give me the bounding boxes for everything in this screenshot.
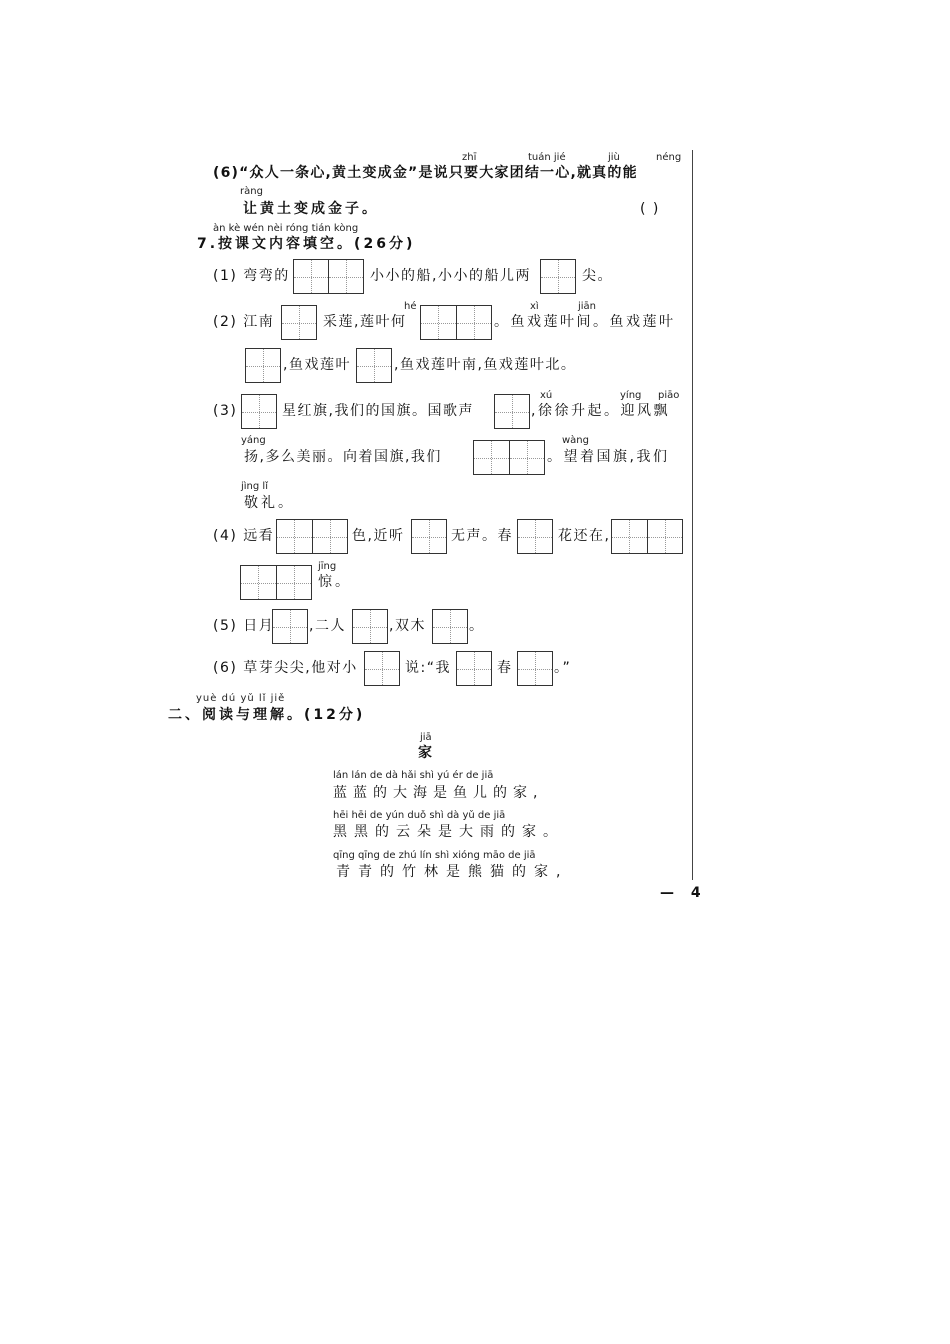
pinyin: xú	[540, 390, 553, 401]
text: ,双木	[389, 618, 426, 634]
answer-box[interactable]	[241, 394, 277, 429]
text: 花还在,	[558, 528, 611, 544]
pinyin: jīng	[318, 561, 337, 572]
pinyin: hé	[404, 301, 417, 312]
answer-box[interactable]	[352, 609, 388, 644]
answer-box[interactable]	[245, 348, 281, 383]
answer-box[interactable]	[272, 609, 308, 644]
answer-box[interactable]	[456, 651, 492, 686]
text: 。鱼戏莲叶间。鱼戏莲叶	[494, 314, 676, 330]
poem-line: 黑黑的云朵是大雨的家。	[333, 824, 564, 840]
q7-title: 7.按课文内容填空。(26分)	[197, 236, 416, 252]
text: 星红旗,我们的国旗。国歌声	[282, 403, 474, 419]
page-number: — 4	[660, 885, 707, 901]
answer-box[interactable]	[420, 305, 492, 340]
pinyin: néng	[656, 152, 682, 163]
text: ,鱼戏莲叶	[283, 357, 351, 373]
pinyin: zhī	[462, 152, 477, 163]
text: ,鱼戏莲叶南,鱼戏莲叶北。	[394, 357, 577, 373]
answer-box[interactable]	[432, 609, 468, 644]
answer-box[interactable]	[240, 565, 312, 600]
answer-box[interactable]	[293, 259, 364, 294]
pinyin: xì	[530, 301, 539, 312]
answer-box[interactable]	[611, 519, 683, 554]
poem-line: 青青的竹林是熊猫的家,	[336, 864, 569, 880]
section-title: 二、阅读与理解。(12分)	[168, 707, 366, 723]
text: 色,近听	[352, 528, 405, 544]
text: ,徐徐升起。迎风飘	[531, 403, 670, 419]
pinyin: àn kè wén nèi róng tián kòng	[213, 223, 359, 234]
pinyin: yáng	[241, 435, 266, 446]
text: (1) 弯弯的	[213, 268, 290, 284]
poem-title: 家	[418, 745, 434, 761]
text: 敬礼。	[244, 495, 295, 511]
pinyin: piāo	[658, 390, 680, 401]
text: 尖。	[582, 268, 613, 284]
text: ,二人	[309, 618, 346, 634]
pinyin: qīng qīng de zhú lín shì xióng māo de jiā	[333, 850, 536, 861]
answer-box[interactable]	[276, 519, 348, 554]
text: (3)	[213, 403, 238, 419]
pinyin: jiā	[420, 732, 432, 743]
pinyin: yuè dú yǔ lǐ jiě	[196, 693, 286, 704]
q6-line1: (6)“众人一条心,黄土变成金”是说只要大家团结一心,就真的能	[213, 165, 638, 181]
answer-box[interactable]	[473, 440, 545, 475]
text: 春	[497, 660, 513, 676]
text: 。望着国旗,我们	[547, 449, 670, 465]
text: (4) 远看	[213, 528, 275, 544]
answer-box[interactable]	[364, 651, 400, 686]
text: 扬,多么美丽。向着国旗,我们	[244, 449, 442, 465]
text: 惊。	[318, 574, 352, 590]
text: 说:“我	[405, 660, 451, 676]
text: (5) 日月	[213, 618, 275, 634]
text: 。	[469, 618, 485, 634]
pinyin: jìng lǐ	[241, 481, 268, 492]
answer-box[interactable]	[281, 305, 317, 340]
answer-box[interactable]	[494, 394, 530, 429]
pinyin: jiù	[608, 152, 620, 163]
answer-box[interactable]	[517, 519, 553, 554]
answer-box[interactable]	[356, 348, 392, 383]
text: 。”	[554, 660, 572, 676]
answer-paren[interactable]: ( )	[640, 201, 660, 217]
answer-box[interactable]	[411, 519, 447, 554]
margin-line	[692, 150, 693, 880]
q6-line2: 让黄土变成金子。	[243, 201, 379, 217]
pinyin: yíng	[620, 390, 642, 401]
answer-box[interactable]	[517, 651, 553, 686]
poem-line: 蓝蓝的大海是鱼儿的家,	[333, 785, 544, 801]
pinyin: ràng	[240, 186, 263, 197]
pinyin: hēi hēi de yún duǒ shì dà yǔ de jiā	[333, 810, 506, 821]
pinyin: jiān	[578, 301, 597, 312]
answer-box[interactable]	[540, 259, 576, 294]
text: (2) 江南	[213, 314, 275, 330]
pinyin: tuán jié	[528, 152, 566, 163]
pinyin: wàng	[562, 435, 589, 446]
pinyin: lán lán de dà hǎi shì yú ér de jiā	[333, 770, 494, 781]
text: 无声。春	[451, 528, 513, 544]
text: 小小的船,小小的船儿两	[370, 268, 531, 284]
text: 采莲,莲叶何	[323, 314, 407, 330]
text: (6) 草芽尖尖,他对小	[213, 660, 358, 676]
